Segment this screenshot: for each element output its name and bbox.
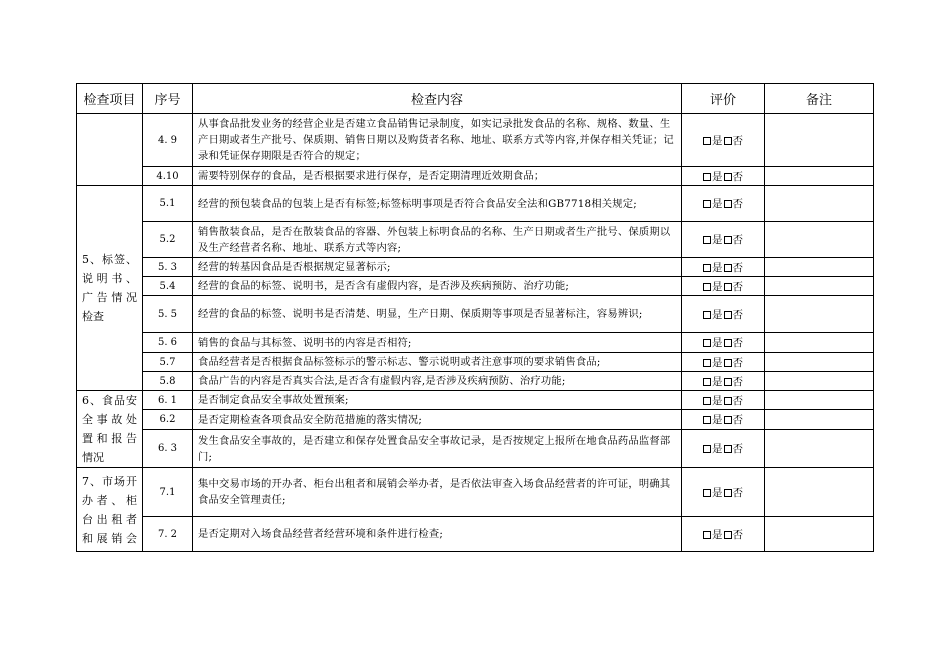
no-checkbox[interactable]: [724, 137, 732, 145]
yes-checkbox[interactable]: [703, 445, 711, 453]
no-label: 否: [732, 443, 743, 455]
row-content: 发生食品安全事故的，是否建立和保存处置食品安全事故记录，是否按规定上报所在地食品药品监督部门;: [193, 430, 682, 468]
row-number: 5.4: [143, 277, 193, 296]
no-checkbox[interactable]: [724, 200, 732, 208]
evaluation-cell: [682, 114, 765, 167]
remarks-cell[interactable]: [765, 372, 874, 391]
row-content: 从事食品批发业务的经营企业是否建立食品销售记录制度，如实记录批发食品的名称、规格、数量、生产日期或者生产批号、保质期、销售日期以及购货者名称、地址、联系方式等内容,并保存相关凭证；记录和凭证保存期限是否符合的规定；: [193, 114, 682, 167]
table-row: [77, 296, 874, 333]
no-label: 否: [732, 356, 743, 369]
remarks-cell[interactable]: [765, 333, 874, 353]
remarks-cell[interactable]: [765, 114, 874, 167]
yes-checkbox[interactable]: [703, 200, 711, 208]
row-content: 是否制定食品安全事故处置预案;: [193, 391, 682, 410]
row-content: 销售的食品与其标签、说明书的内容是否相符;: [193, 333, 682, 353]
remarks-cell[interactable]: [765, 258, 874, 277]
header-remarks: 备注: [765, 84, 874, 114]
no-checkbox[interactable]: [724, 378, 732, 386]
row-content: 销售散装食品，是否在散装食品的容器、外包装上标明食品的名称、生产日期或者生产批号、保质期以及生产经营者名称、地址、联系方式等内容;: [193, 222, 682, 258]
yes-checkbox[interactable]: [703, 339, 711, 347]
table-row: [77, 353, 874, 372]
yes-label: 是: [712, 337, 723, 349]
remarks-cell[interactable]: [765, 167, 874, 186]
remarks-cell[interactable]: [765, 186, 874, 222]
yes-label: 是: [712, 443, 723, 455]
row-number: 6. 1: [143, 391, 193, 410]
category-line: 7、市场开: [82, 474, 137, 488]
row-content: 是否定期对入场食品经营者经营环境和条件进行检查;: [193, 517, 682, 552]
inspection-table: [76, 83, 874, 552]
row-number: 5. 5: [143, 296, 193, 333]
yes-checkbox[interactable]: [703, 264, 711, 272]
row-number: 5.1: [143, 186, 193, 222]
category-line: 和展销会: [82, 531, 137, 545]
yes-checkbox[interactable]: [703, 359, 711, 367]
row-content: 经营的预包装食品的包装上是否有标签;标签标明事项是否符合食品安全法和GB7718相关规定;: [193, 186, 682, 222]
category-line: 5、标签、: [82, 253, 137, 266]
remarks-cell[interactable]: [765, 430, 874, 468]
header-evaluation: 评价: [682, 84, 765, 114]
category-line: 全事故处: [82, 413, 137, 426]
evaluation-cell: [682, 517, 765, 552]
category-cell-continued: [77, 114, 143, 186]
yes-checkbox[interactable]: [703, 397, 711, 405]
evaluation-cell: [682, 296, 765, 333]
row-content: 食品广告的内容是否真实合法,是否含有虚假内容,是否涉及疾病预防、治疗功能;: [193, 372, 682, 391]
evaluation-cell: [682, 372, 765, 391]
remarks-cell[interactable]: [765, 296, 874, 333]
row-number: 7. 2: [143, 517, 193, 552]
yes-checkbox[interactable]: [703, 311, 711, 319]
category-labeling: [77, 186, 143, 391]
no-label: 否: [732, 280, 743, 293]
category-line: 6、食品安: [82, 394, 137, 407]
table-row: [77, 391, 874, 410]
yes-label: 是: [712, 198, 723, 210]
no-checkbox[interactable]: [724, 173, 732, 181]
remarks-cell[interactable]: [765, 277, 874, 296]
header-category: 检查项目: [77, 84, 143, 114]
no-checkbox[interactable]: [724, 283, 732, 291]
evaluation-cell: [682, 430, 765, 468]
row-number: 6.2: [143, 410, 193, 430]
category-line: 台出租者: [82, 512, 137, 526]
category-market: [77, 468, 143, 552]
header-row: [77, 84, 874, 114]
yes-checkbox[interactable]: [703, 378, 711, 386]
yes-label: 是: [712, 280, 723, 293]
yes-checkbox[interactable]: [703, 489, 711, 497]
yes-checkbox[interactable]: [703, 283, 711, 291]
no-checkbox[interactable]: [724, 339, 732, 347]
category-incident: [77, 391, 143, 468]
remarks-cell[interactable]: [765, 222, 874, 258]
no-label: 否: [732, 261, 743, 274]
row-content: 食品经营者是否根据食品标签标示的警示标志、警示说明或者注意事项的要求销售食品;: [193, 353, 682, 372]
table-row: [77, 167, 874, 186]
row-number: 5. 3: [143, 258, 193, 277]
no-label: 否: [732, 375, 743, 388]
no-checkbox[interactable]: [724, 397, 732, 405]
yes-label: 是: [712, 394, 723, 407]
evaluation-cell: [682, 468, 765, 517]
row-number: 7.1: [143, 468, 193, 517]
evaluation-cell: [682, 222, 765, 258]
no-label: 否: [732, 198, 743, 210]
evaluation-cell: [682, 353, 765, 372]
table-row: [77, 430, 874, 468]
yes-label: 是: [712, 375, 723, 388]
remarks-cell[interactable]: [765, 410, 874, 430]
table-row: [77, 372, 874, 391]
no-label: 否: [732, 337, 743, 349]
remarks-cell[interactable]: [765, 391, 874, 410]
row-content: 需要特别保存的食品，是否根据要求进行保存，是否定期清理近效期食品；: [193, 167, 682, 186]
no-label: 否: [732, 394, 743, 407]
no-checkbox[interactable]: [724, 359, 732, 367]
category-line: 广告情况: [82, 291, 137, 304]
remarks-cell[interactable]: [765, 353, 874, 372]
yes-label: 是: [712, 528, 723, 541]
yes-checkbox[interactable]: [703, 236, 711, 244]
table-row: [77, 517, 874, 552]
table-row: [77, 114, 874, 167]
no-label: 否: [732, 234, 743, 246]
row-content: 经营的食品的标签、说明书是否清楚、明显，生产日期、保质期等事项是否显著标注，容易辨识;: [193, 296, 682, 333]
table-row: [77, 277, 874, 296]
yes-label: 是: [712, 234, 723, 246]
no-checkbox[interactable]: [724, 416, 732, 424]
table-row: [77, 258, 874, 277]
evaluation-cell: [682, 167, 765, 186]
category-line: 办者、柜: [82, 493, 137, 507]
yes-label: 是: [712, 356, 723, 369]
no-label: 否: [732, 414, 743, 426]
table-row: [77, 410, 874, 430]
category-line: 说明书、: [82, 272, 137, 285]
table-row: [77, 333, 874, 353]
row-number: 5.2: [143, 222, 193, 258]
remarks-cell[interactable]: [765, 517, 874, 552]
yes-checkbox[interactable]: [703, 416, 711, 424]
no-checkbox[interactable]: [724, 489, 732, 497]
evaluation-cell: [682, 410, 765, 430]
no-label: 否: [732, 134, 743, 147]
yes-checkbox[interactable]: [703, 531, 711, 539]
no-label: 否: [732, 528, 743, 541]
yes-label: 是: [712, 486, 723, 499]
row-content: 是否定期检查各项食品安全防范措施的落实情况;: [193, 410, 682, 430]
table-row: [77, 468, 874, 517]
row-number: 5. 6: [143, 333, 193, 353]
no-checkbox[interactable]: [724, 531, 732, 539]
remarks-cell[interactable]: [765, 468, 874, 517]
table-row: [77, 186, 874, 222]
evaluation-cell: [682, 186, 765, 222]
row-number: 5.8: [143, 372, 193, 391]
no-label: 否: [732, 486, 743, 499]
row-number: 4.10: [143, 167, 193, 186]
row-number: 4. 9: [143, 114, 193, 167]
yes-checkbox[interactable]: [703, 137, 711, 145]
category-line: 情况: [82, 451, 104, 464]
no-checkbox[interactable]: [724, 264, 732, 272]
yes-label: 是: [712, 170, 723, 183]
evaluation-cell: [682, 277, 765, 296]
no-checkbox[interactable]: [724, 236, 732, 244]
yes-label: 是: [712, 414, 723, 426]
header-number: 序号: [143, 84, 193, 114]
evaluation-cell: [682, 258, 765, 277]
row-content: 经营的转基因食品是否根据规定显著标示;: [193, 258, 682, 277]
yes-checkbox[interactable]: [703, 173, 711, 181]
row-content: 经营的食品的标签、说明书，是否含有虚假内容，是否涉及疾病预防、治疗功能;: [193, 277, 682, 296]
no-checkbox[interactable]: [724, 311, 732, 319]
evaluation-cell: [682, 391, 765, 410]
header-content: 检查内容: [193, 84, 682, 114]
no-checkbox[interactable]: [724, 445, 732, 453]
yes-label: 是: [712, 308, 723, 321]
no-label: 否: [732, 170, 743, 183]
no-label: 否: [732, 308, 743, 321]
row-number: 6. 3: [143, 430, 193, 468]
yes-label: 是: [712, 134, 723, 147]
category-line: 检查: [82, 310, 104, 323]
category-line: 置和报告: [82, 432, 137, 445]
evaluation-cell: [682, 333, 765, 353]
yes-label: 是: [712, 261, 723, 274]
row-number: 5.7: [143, 353, 193, 372]
row-content: 集中交易市场的开办者、柜台出租者和展销会举办者，是否依法审查入场食品经营者的许可证，明确其食品安全管理责任;: [193, 468, 682, 517]
table-row: [77, 222, 874, 258]
